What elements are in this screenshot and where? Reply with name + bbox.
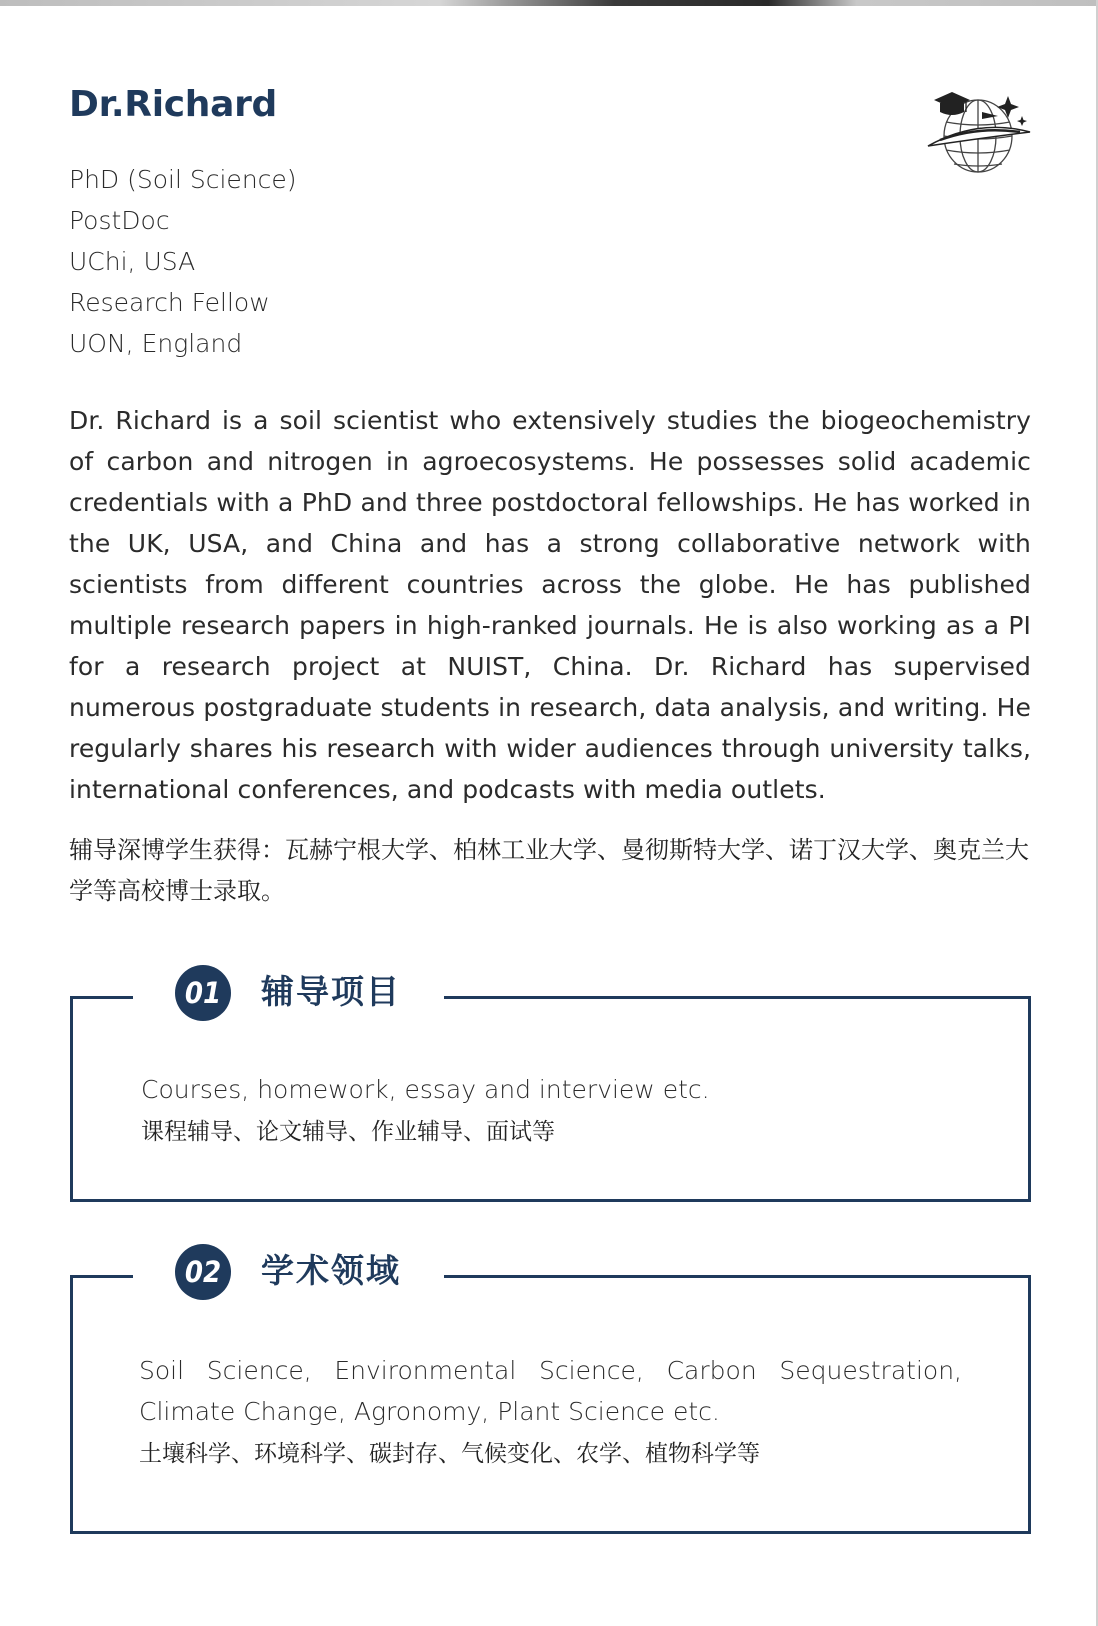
section-text-zh: 课程辅导、论文辅导、作业辅导、面试等	[141, 1119, 555, 1145]
section-border-left	[70, 996, 133, 999]
section-text-en: Soil Science, Environmental Science, Carbon Sequestration, Climate Change, Agronomy, Plant Science etc.	[139, 1356, 962, 1426]
credentials-list	[69, 159, 297, 364]
section-border-right	[444, 996, 1031, 999]
bio-paragraph: Dr. Richard is a soil scientist who extensively studies the biogeochemistry of carbon and nitrogen in agroecosystems. He possesses solid academic credentials with a PhD and three postdoctoral fellowships. He has worked in the UK, USA, and China and has a strong collaborative network with scientists from different countries across the globe. He has published multiple research papers in high-ranked journals. He is also working as a PI for a research project at NUIST, China. Dr. Richard has supervised numerous postgraduate students in research, data analysis, and writing. He regularly shares his research with wider audiences through university talks, international conferences, and podcasts with media outlets.	[69, 406, 1031, 804]
credential-item: UChi, USA	[69, 247, 196, 276]
section-tutoring-projects	[70, 972, 1031, 1202]
credential-item: PostDoc	[69, 206, 170, 235]
globe-graduation-cap-icon	[922, 88, 1034, 178]
section-title: 学术领域	[261, 1251, 401, 1290]
credential-item: PhD (Soil Science)	[69, 165, 297, 194]
section-number-badge: 02	[175, 1244, 231, 1300]
section-border-right	[444, 1275, 1031, 1278]
section-text-en: Courses, homework, essay and interview etc.	[141, 1075, 710, 1104]
section-text-zh: 土壤科学、环境科学、碳封存、气候变化、农学、植物科学等	[139, 1441, 760, 1467]
section-number-badge: 01	[175, 965, 231, 1021]
section-body	[141, 1069, 962, 1152]
section-body	[139, 1350, 962, 1474]
credential-item: Research Fellow	[69, 288, 270, 317]
top-photo-strip	[0, 0, 1098, 6]
section-border-left	[70, 1275, 133, 1278]
section-title: 辅导项目	[261, 972, 401, 1011]
achievement-text: 辅导深博学生获得：瓦赫宁根大学、柏林工业大学、曼彻斯特大学、诺丁汉大学、奥克兰大学等高校博士录取。	[69, 836, 1029, 905]
credential-item: UON, England	[69, 329, 243, 358]
section-academic-fields	[70, 1251, 1031, 1534]
profile-name: Dr.Richard	[69, 84, 278, 125]
